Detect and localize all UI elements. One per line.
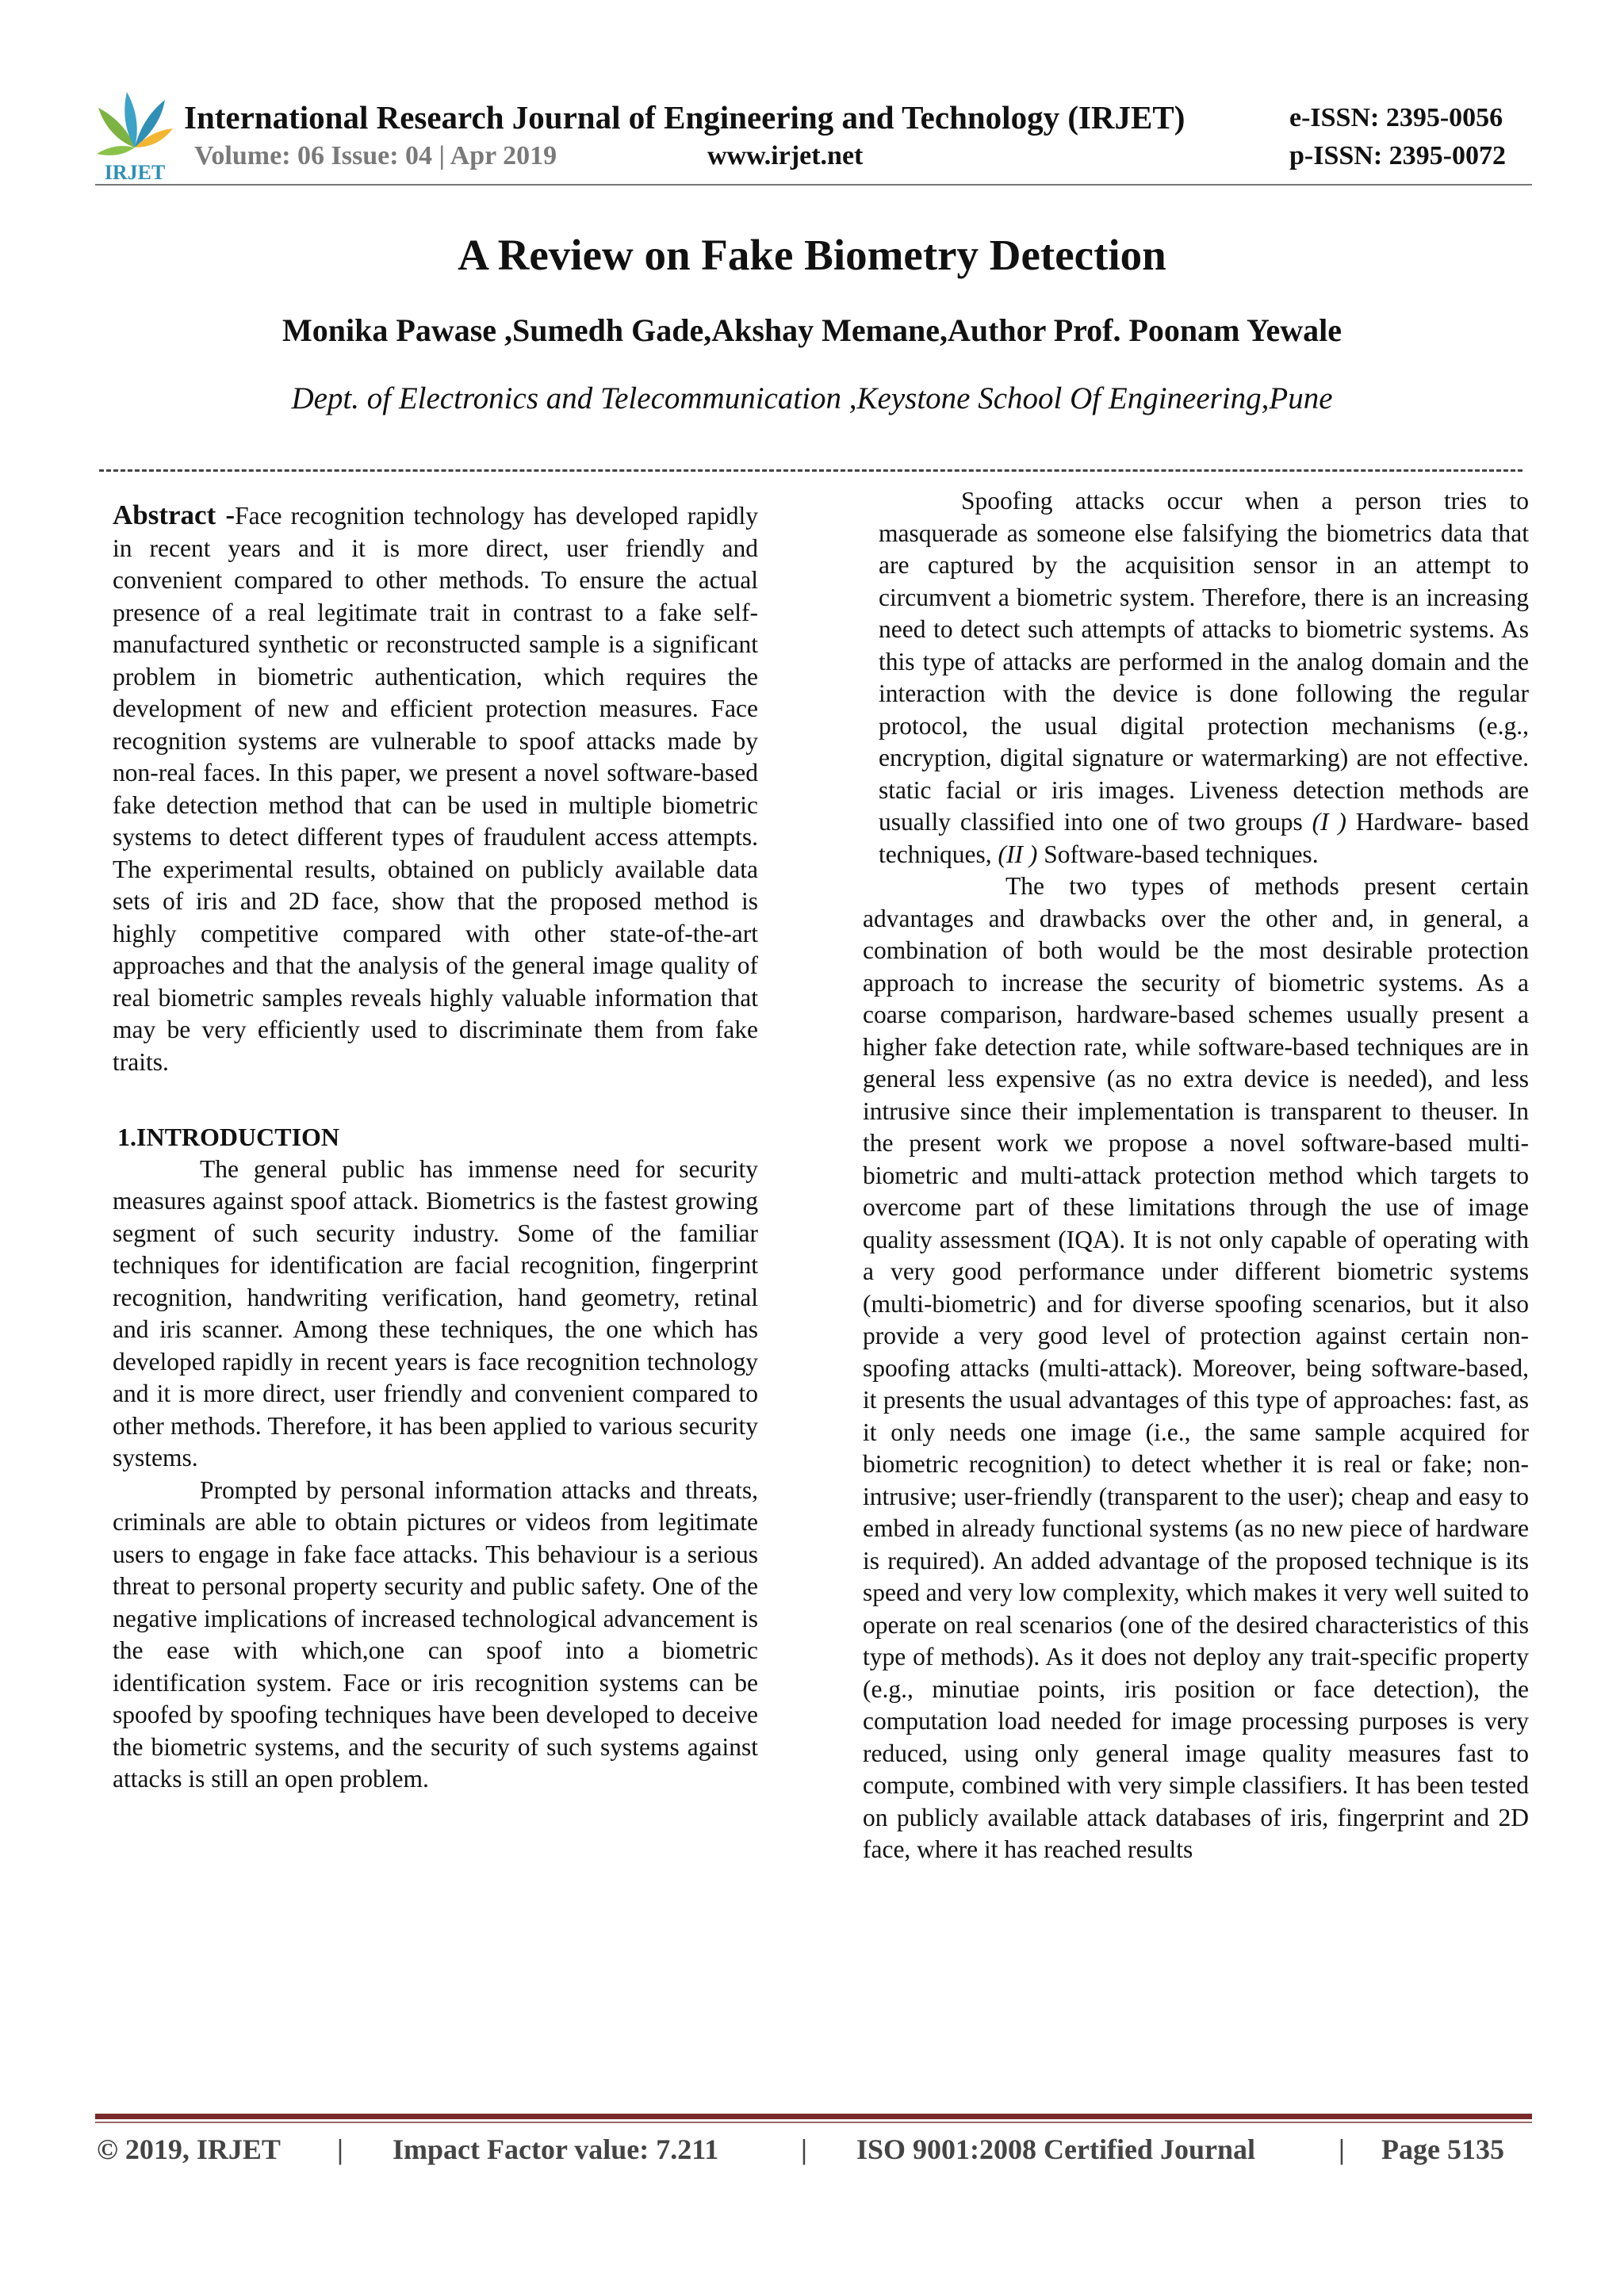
logo-text: IRJET	[104, 161, 166, 184]
p-issn: p-ISSN: 2395-0072	[1289, 141, 1506, 170]
intro-paragraph-2: Prompted by personal information attacks and threats, criminals are able to obtain pictures or videos from legitimate users to engage in fake face attacks. This behaviour is a serious threat to personal property security and public safety. One of the negative implications of increased technological advancement is the ease with which,one can spoof into a biometric identification system. Face or iris recognition systems can be spoofed by spoofing techniques have been developed to deceive the biometric systems, and the security of such systems against attacks is still an open problem.	[113, 1475, 758, 1793]
volume-issue: Volume: 06 Issue: 04 | Apr 2019	[194, 141, 557, 170]
irjet-logo	[94, 86, 176, 185]
footer-impact-factor: Impact Factor value: 7.211	[393, 2133, 719, 2165]
e-issn: e-ISSN: 2395-0056	[1289, 103, 1503, 132]
footer-iso: ISO 9001:2008 Certified Journal	[856, 2133, 1255, 2165]
right-p1-mid: Hardware- based techniques,	[879, 808, 1529, 868]
journal-title: International Research Journal of Engineering and Technology (IRJET)	[184, 99, 1185, 136]
footer-copyright: © 2019, IRJET	[97, 2133, 281, 2165]
abstract-label: Abstract -	[113, 499, 236, 530]
footer-separator: |	[801, 2133, 807, 2165]
header-divider	[95, 184, 1532, 186]
footer-separator: |	[1339, 2133, 1345, 2165]
dashed-divider	[99, 469, 1522, 472]
logo-leaves-icon	[97, 92, 173, 155]
right-p1-end: Software-based techniques.	[1037, 840, 1319, 868]
abstract-text: Face recognition technology has developed rapidly in recent years and it is more direct, user friendly and convenient compared to other methods. To ensure the actual presence of a real legitimate trait in contrast to a fake self-manufactured synthetic or reconstructed sample is a significant problem in biometric authentication, which requires the development of new and efficient protection measures. Face recognition systems are vulnerable to spoof attacks made by non-real faces. In this paper, we present a novel software-based fake detection method that can be used in multiple biometric systems to detect different types of fraudulent access attempts. The experimental results, obtained on publicly available data sets of iris and 2D face, show that the proposed method is highly competitive compared with other state-of-the-art approaches and that the analysis of the general image quality of real biometric samples reveals highly valuable information that may be very efficiently used to discriminate them from fake traits.	[113, 502, 759, 1076]
section-heading-introduction: 1.INTRODUCTION	[117, 1123, 340, 1151]
abstract	[113, 499, 758, 1078]
group-1-label: (I )	[1312, 808, 1346, 836]
right-p1-start: Spoofing attacks occur when a person tries to masquerade as someone else falsifying the biometrics data that are captured by the acquisition sensor in an attempt to circumvent a biometric system. Therefore, there is an increasing need to detect such attempts of attacks to biometric systems. As this type of attacks are performed in the analog domain and the interaction with the device is done following the regular protocol, the usual digital protection mechanisms (e.g., encryption, digital signature or watermarking) are not effective. static facial or iris images. Liveness detection methods are usually classified into one of two groups	[879, 487, 1529, 836]
footer-divider-thin	[95, 2122, 1532, 2123]
right-paragraph-1	[863, 485, 1529, 871]
footer-divider	[95, 2114, 1532, 2119]
left-column	[113, 499, 758, 1796]
paper-title: A Review on Fake Biometry Detection	[458, 231, 1166, 279]
paper-authors: Monika Pawase ,Sumedh Gade,Akshay Memane,Author Prof. Poonam Yewale	[282, 312, 1342, 348]
group-2-label: (II )	[998, 840, 1038, 868]
right-paragraph-2: The two types of methods present certain advantages and drawbacks over the other and, in general, a combination of both would be the most desirable protection approach to increase the security of biometric systems. As a coarse comparison, hardware-based schemes usually present a higher fake detection rate, while software-based techniques are in general less expensive (as no extra device is needed), and less intrusive since their implementation is transparent to theuser. In the present work we propose a novel software-based multi-biometric and multi-attack protection method which targets to overcome part of these limitations through the use of image quality assessment (IQA). It is not only capable of operating with a very good performance under different biometric systems (multi-biometric) and for diverse spoofing scenarios, but it also provide a very good level of protection against certain non-spoofing attacks (multi-attack). Moreover, being software-based, it presents the usual advantages of this type of approaches: fast, as it only needs one image (i.e., the same sample acquired for biometric recognition) to detect whether it is real or fake; non-intrusive; user-friendly (transparent to the user); cheap and easy to embed in already functional systems (as no new piece of hardware is required). An added advantage of the proposed technique is its speed and very low complexity, which makes it very well suited to operate on real scenarios (one of the desired characteristics of this type of methods). As it does not deploy any trait-specific property (e.g., minutiae points, iris position or face detection), the computation load needed for image processing purposes is very reduced, using only general image quality measures fast to compute, combined with very simple classifiers. It has been tested on publicly available attack databases of iris, fingerprint and 2D face, where it has reached results	[863, 872, 1529, 1863]
intro-paragraph-1: The general public has immense need for security measures against spoof attack. Biometrics is the fastest growing segment of such security industry. Some of the familiar techniques for identification are facial recognition, fingerprint recognition, handwriting verification, hand geometry, retinal and iris scanner. Among these techniques, the one which has developed rapidly in recent years is face recognition technology and it is more direct, user friendly and convenient compared to other methods. Therefore, it has been applied to various security systems.	[113, 1154, 758, 1471]
footer-page-number: Page 5135	[1381, 2133, 1504, 2165]
paper-affiliation: Dept. of Electronics and Telecommunication ,Keystone School Of Engineering,Pune	[291, 381, 1333, 415]
right-column	[863, 485, 1529, 1866]
journal-website[interactable]: www.irjet.net	[707, 141, 864, 170]
footer-separator: |	[337, 2133, 343, 2165]
